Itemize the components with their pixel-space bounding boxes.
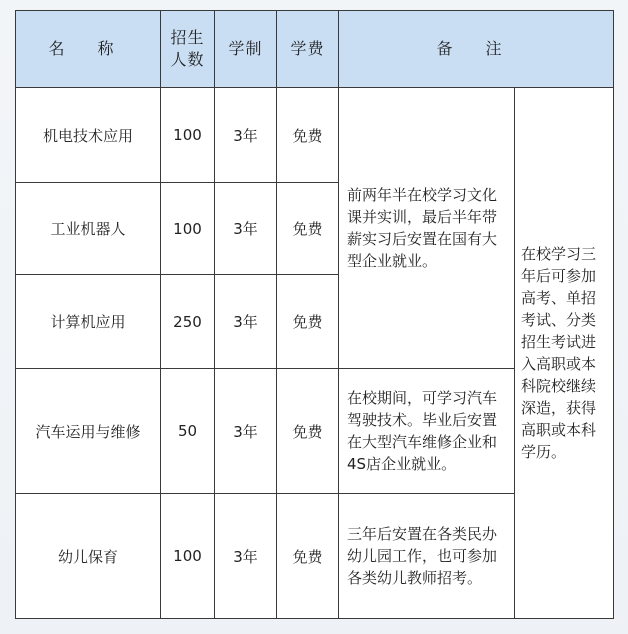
- cell-duration: 3年: [215, 369, 277, 494]
- cell-duration: 3年: [215, 275, 277, 369]
- cell-duration: 3年: [215, 183, 277, 275]
- cell-fee: 免费: [277, 275, 339, 369]
- cell-fee: 免费: [277, 88, 339, 183]
- majors-table: [15, 10, 614, 619]
- header-name: 名 称: [16, 11, 161, 88]
- cell-name: 幼儿保育: [16, 494, 161, 619]
- table-row: [16, 88, 614, 183]
- cell-name: 工业机器人: [16, 183, 161, 275]
- table-header-row: [16, 11, 614, 88]
- remark-all: 在校学习三年后可参加高考、单招考试、分类招生考试进入高职或本科院校继续深造，获得高职或本科学历。: [515, 88, 614, 619]
- remark-group-3: 三年后安置在各类民办幼儿园工作，也可参加各类幼儿教师招考。: [339, 494, 515, 619]
- header-duration: 学制: [215, 11, 277, 88]
- remark-group-2: 在校期间，可学习汽车驾驶技术。毕业后安置在大型汽车维修企业和4S店企业就业。: [339, 369, 515, 494]
- remark-group-1: 前两年半在校学习文化课并实训，最后半年带薪实习后安置在国有大型企业就业。: [339, 88, 515, 369]
- cell-enrollment: 50: [161, 369, 215, 494]
- cell-enrollment: 250: [161, 275, 215, 369]
- header-remarks: 备 注: [339, 11, 614, 88]
- cell-enrollment: 100: [161, 88, 215, 183]
- cell-enrollment: 100: [161, 494, 215, 619]
- cell-fee: 免费: [277, 183, 339, 275]
- cell-name: 汽车运用与维修: [16, 369, 161, 494]
- cell-name: 计算机应用: [16, 275, 161, 369]
- cell-fee: 免费: [277, 494, 339, 619]
- cell-fee: 免费: [277, 369, 339, 494]
- header-enrollment-label: 招生 人数: [170, 28, 205, 69]
- header-enrollment: [161, 11, 215, 88]
- cell-duration: 3年: [215, 88, 277, 183]
- header-fee: 学费: [277, 11, 339, 88]
- cell-enrollment: 100: [161, 183, 215, 275]
- cell-duration: 3年: [215, 494, 277, 619]
- cell-name: 机电技术应用: [16, 88, 161, 183]
